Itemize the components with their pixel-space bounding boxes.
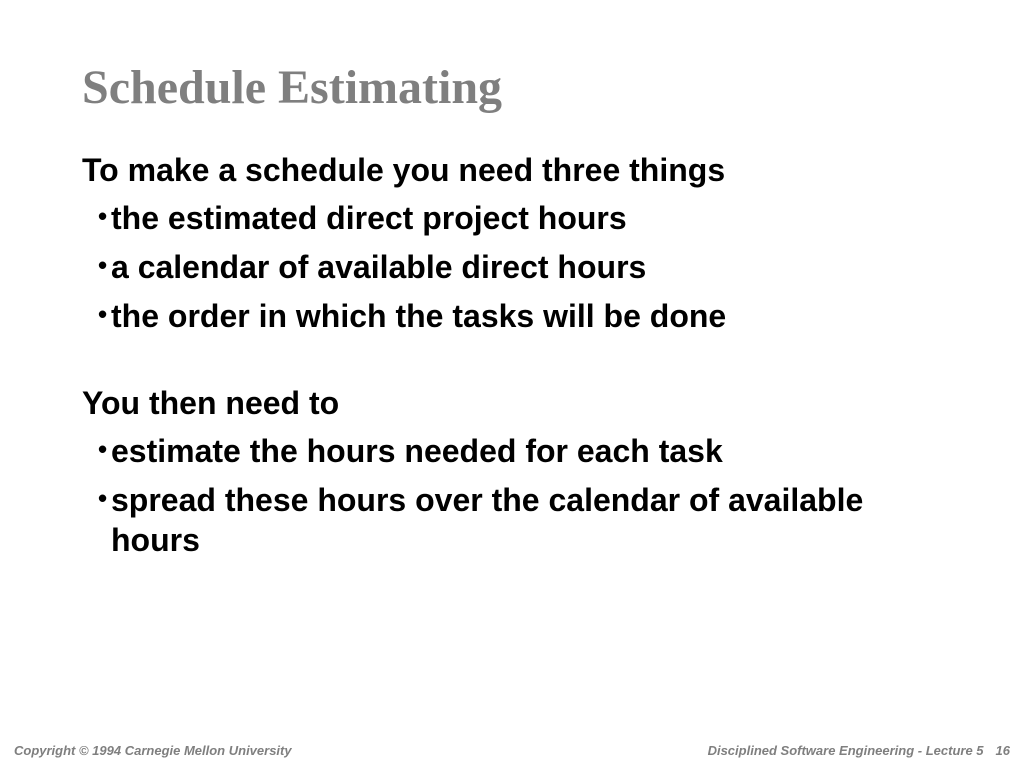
slide-body	[82, 150, 882, 569]
bullet-text: estimate the hours needed for each task	[111, 433, 723, 469]
footer-course-title: Disciplined Software Engineering - Lecture 5	[707, 743, 984, 758]
bullet-icon: •	[98, 483, 108, 513]
footer-course-info	[708, 742, 1010, 760]
slide-title: Schedule Estimating	[82, 61, 503, 114]
section-heading: You then need to	[82, 385, 340, 421]
bullet-text: a calendar of available direct hours	[111, 249, 647, 285]
bullet-item	[82, 296, 882, 336]
bullet-icon: •	[98, 434, 108, 464]
section-next-steps	[82, 383, 882, 560]
bullet-item	[82, 247, 882, 287]
bullet-item	[82, 480, 882, 560]
page-number: 16	[995, 743, 1010, 758]
bullet-text: the order in which the tasks will be done	[111, 298, 727, 334]
footer-copyright: Copyright © 1994 Carnegie Mellon University	[14, 743, 292, 758]
bullet-icon: •	[98, 250, 108, 280]
bullet-item	[82, 431, 882, 471]
bullet-text: the estimated direct project hours	[111, 200, 627, 236]
section-heading: To make a schedule you need three things	[82, 152, 726, 188]
bullet-list	[82, 431, 882, 560]
bullet-list	[82, 198, 882, 336]
bullet-icon: •	[98, 201, 108, 231]
bullet-text: spread these hours over the calendar of available hours	[111, 482, 864, 558]
section-requirements	[82, 150, 882, 336]
bullet-icon: •	[98, 299, 108, 329]
bullet-item	[82, 198, 882, 238]
